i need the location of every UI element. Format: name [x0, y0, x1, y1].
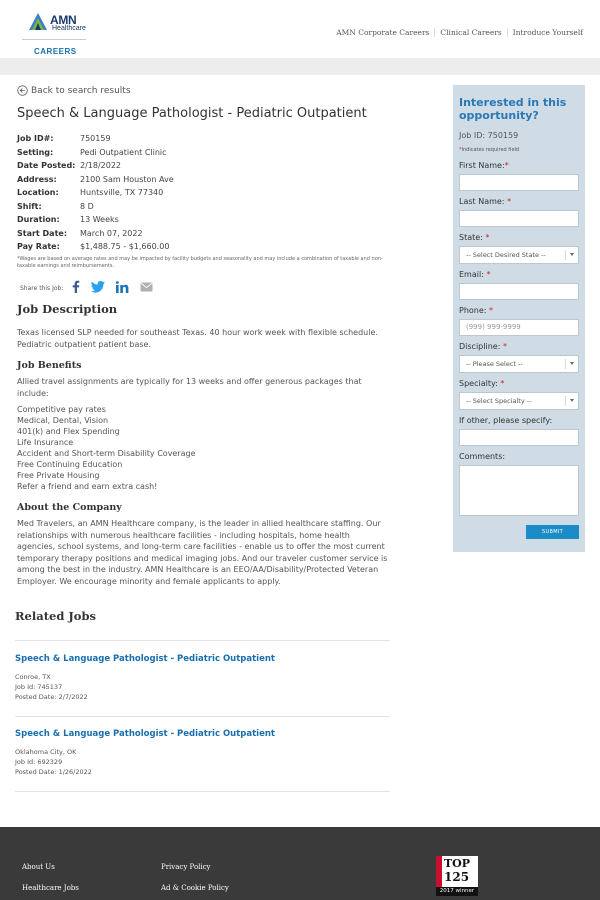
other-specialty-input[interactable] [459, 429, 579, 446]
discipline-label: Discipline: * [459, 342, 507, 351]
top-nav [331, 28, 588, 37]
form-job-id: Job ID: 750159 [459, 131, 519, 140]
detail-row-start-date [17, 229, 174, 243]
chevron-down-icon [570, 253, 574, 256]
job-details [17, 134, 174, 256]
site-header [0, 0, 600, 58]
last-name-label: Last Name: * [459, 197, 512, 206]
linkedin-icon[interactable] [116, 281, 129, 293]
job-benefits-heading: Job Benefits [17, 360, 82, 371]
specialty-select-value: -- Select Specialty -- [466, 397, 532, 405]
related-divider [15, 791, 390, 792]
job-description-text: Texas licensed SLP needed for southeast Texas. 40 hour work week with flexible schedule. Pediatric outpatient patient base. [17, 328, 378, 349]
job-title: Speech & Language Pathologist - Pediatric Outpatient [17, 106, 367, 121]
required-note-text: Indicates required field [461, 147, 520, 153]
footer-healthcare-jobs[interactable]: Healthcare Jobs [22, 884, 79, 892]
wage-disclaimer: *Wages are based on average rates and may be impacted by facility budgets and seasonality and may include a combination of taxable and non-taxable earnings and reimbursements. [17, 256, 383, 269]
last-name-input[interactable] [459, 210, 579, 227]
nav-amn-corporate-careers[interactable]: AMN Corporate Careers [336, 28, 430, 37]
related-job-posted: Posted Date: 1/26/2022 [15, 768, 92, 776]
related-job-location: Conroe, TX [15, 673, 51, 681]
submit-button[interactable]: SUBMIT [526, 525, 579, 539]
amn-logo-mark-icon [28, 12, 48, 32]
back-to-search-link[interactable] [17, 85, 131, 96]
detail-row-pay-rate [17, 242, 174, 256]
state-select[interactable] [459, 246, 579, 264]
related-job-posted: Posted Date: 2/7/2022 [15, 693, 88, 701]
detail-label: Job ID#: [17, 134, 54, 143]
detail-value: 13 Weeks [80, 215, 119, 224]
detail-row-address [17, 175, 174, 189]
footer-privacy-policy[interactable]: Privacy Policy [161, 863, 211, 871]
footer-about-us[interactable]: About Us [22, 863, 55, 871]
logo-sub: Healthcare [52, 25, 86, 32]
award-top: TOP [444, 857, 471, 870]
award-year: 2017 winner [436, 887, 478, 896]
detail-label: Duration: [17, 215, 60, 224]
share-bar [20, 280, 164, 293]
email-input[interactable] [459, 283, 579, 300]
detail-row-setting [17, 148, 174, 162]
form-heading: Interested in this opportunity? [459, 96, 567, 122]
phone-placeholder: (999) 999-9999 [466, 323, 521, 331]
email-label: Email: * [459, 270, 491, 279]
required-note: *Indicates required field [459, 147, 520, 153]
detail-label: Address: [17, 174, 57, 184]
discipline-select-value: -- Please Select -- [466, 360, 523, 368]
benefits-list [17, 404, 196, 492]
related-job-item [15, 654, 275, 702]
facebook-icon[interactable] [71, 280, 80, 293]
detail-value: 8 D [80, 201, 94, 211]
detail-label: Setting: [17, 147, 54, 157]
detail-label: Shift: [17, 201, 42, 211]
benefit-item: 401(k) and Flex Spending [17, 427, 120, 436]
detail-value: Huntsville, TX 77340 [80, 188, 164, 197]
first-name-label: First Name:* [459, 161, 509, 170]
footer-ad-cookie-policy[interactable]: Ad & Cookie Policy [161, 884, 229, 892]
logo-divider [22, 39, 86, 40]
related-divider [15, 716, 390, 717]
related-divider [15, 640, 390, 641]
state-select-value: -- Select Desired State -- [466, 251, 546, 259]
detail-row-date-posted [17, 161, 174, 175]
chevron-down-icon [570, 399, 574, 402]
detail-label: Start Date: [17, 228, 68, 238]
detail-label: Location: [17, 188, 59, 197]
discipline-select[interactable] [459, 355, 579, 373]
benefit-item: Free Private Housing [17, 471, 100, 480]
share-label: Share this Job: [20, 285, 64, 292]
related-job-location: Oklahoma City, OK [15, 748, 77, 756]
related-job-id: Job Id: 692329 [15, 758, 63, 766]
about-company-text: Med Travelers, an AMN Healthcare company, is the leader in allied healthcare staffing. Our relationships with numerous healthcare facilities - including hospitals, home health agencies, school systems, and long-term care facilities - enable us to offer the most current temporary therapy positions and medical imaging jobs. And our traveler customer service is among the best in the industry. AMN Healthcare is an EEO/AA/Disability/Protected Veteran Employer. We encourage minority and female applicants to apply. [17, 519, 388, 586]
header-band [0, 58, 600, 75]
job-benefits-intro: Allied travel assignments are typically for 13 weeks and offer generous packages that include: [17, 377, 362, 398]
benefit-item: Accident and Short-term Disability Coverage [17, 449, 196, 458]
nav-introduce-yourself[interactable]: Introduce Yourself [507, 28, 588, 37]
state-label: State: * [459, 233, 490, 242]
award-number: 125 [444, 870, 470, 884]
phone-input[interactable] [459, 319, 579, 336]
about-company-heading: About the Company [17, 502, 122, 513]
benefit-item: Free Continuing Education [17, 460, 123, 469]
detail-value: Pedi Outpatient Clinic [80, 147, 167, 157]
detail-label: Pay Rate: [17, 242, 60, 251]
benefit-item: Refer a friend and earn extra cash! [17, 482, 158, 491]
logo-careers: CAREERS [34, 47, 77, 56]
detail-value: 2100 Sam Houston Ave [80, 174, 174, 184]
nav-clinical-careers[interactable]: Clinical Careers [434, 28, 506, 37]
other-specialty-label: If other, please specify: [459, 416, 553, 425]
related-jobs-heading: Related Jobs [15, 609, 96, 623]
specialty-label: Specialty: * [459, 379, 505, 388]
detail-value: 2/18/2022 [80, 161, 122, 170]
detail-value: March 07, 2022 [80, 228, 143, 238]
benefit-item: Life Insurance [17, 438, 74, 447]
detail-row-location [17, 188, 174, 202]
detail-value: 750159 [80, 134, 111, 143]
back-label: Back to search results [31, 85, 131, 96]
twitter-icon[interactable] [91, 281, 105, 293]
site-footer [0, 827, 600, 900]
job-description-heading: Job Description [17, 302, 118, 316]
detail-row-duration [17, 215, 174, 229]
back-arrow-icon [17, 85, 28, 96]
detail-row-shift [17, 202, 174, 216]
specialty-select[interactable] [459, 392, 579, 410]
first-name-input[interactable] [459, 174, 579, 191]
related-job-link[interactable]: Speech & Language Pathologist - Pediatric Outpatient [15, 654, 275, 664]
benefit-item: Competitive pay rates [17, 405, 106, 414]
comments-label: Comments: [459, 452, 506, 461]
email-icon[interactable] [140, 282, 153, 292]
related-job-id: Job Id: 745137 [15, 683, 63, 691]
comments-textarea[interactable] [459, 465, 579, 516]
phone-label: Phone: * [459, 306, 494, 315]
related-job-link[interactable]: Speech & Language Pathologist - Pediatric Outpatient [15, 729, 275, 739]
amn-logo[interactable] [22, 8, 86, 56]
benefit-item: Medical, Dental, Vision [17, 416, 109, 425]
detail-value: $1,488.75 - $1,660.00 [80, 242, 170, 251]
logo-brand: AMN [50, 13, 77, 27]
detail-label: Date Posted: [17, 161, 76, 170]
related-job-item [15, 729, 275, 777]
interest-form [453, 85, 585, 552]
detail-row-job-id [17, 134, 174, 148]
top125-award-badge [436, 856, 478, 896]
chevron-down-icon [570, 362, 574, 365]
